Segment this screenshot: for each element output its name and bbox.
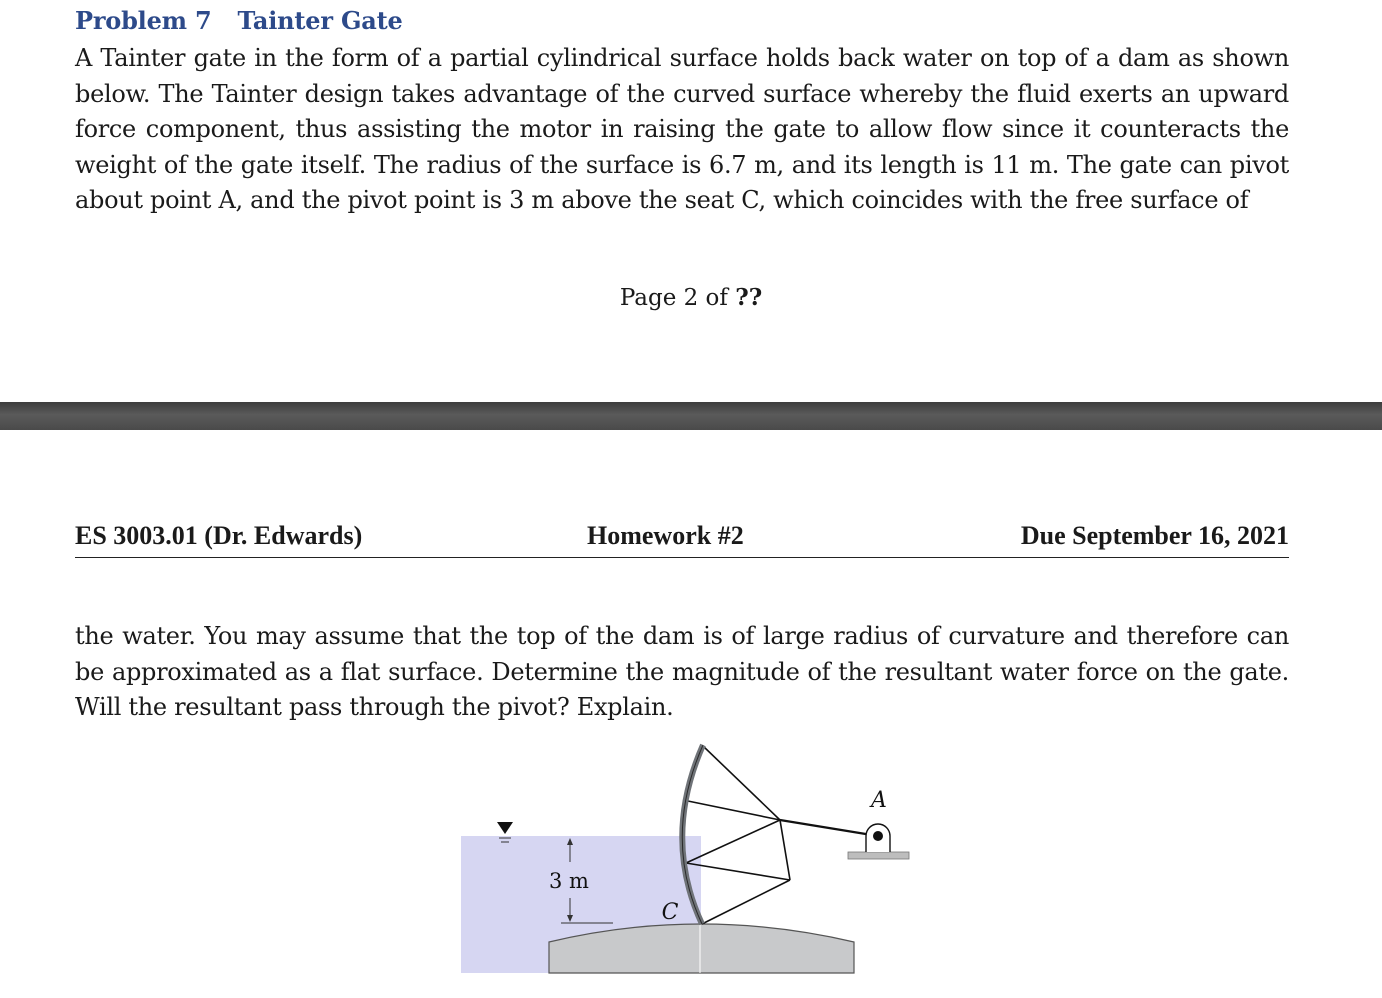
dimension-label: 3 m: [549, 869, 589, 893]
gate-arm: [780, 820, 878, 836]
page-total: ??: [735, 284, 763, 311]
pivot-label: A: [871, 788, 887, 813]
due-date-label: Due September 16, 2021: [1020, 521, 1289, 550]
page-separator: [0, 402, 1382, 430]
page-footer: [0, 284, 1382, 311]
assignment-label: Homework #2: [587, 521, 744, 550]
page-label: Page 2 of: [619, 285, 728, 311]
problem-text-page2: the water. You may assume that the top of the dam is of large radius of curvature and therefore can be approximated as a flat surface. Determine the magnitude of the resultant water force on the gate. Will the resultant pass through the pivot? Explain.: [75, 622, 1289, 721]
page-header: [75, 519, 1289, 558]
problem-title: Tainter Gate: [237, 6, 403, 35]
pivot-base: [848, 852, 909, 859]
course-label: ES 3003.01 (Dr. Edwards): [75, 521, 363, 550]
problem-text-page1: A Tainter gate in the form of a partial cylindrical surface holds back water on top of a dam as shown below. The Tainter design takes advantage of the curved surface whereby the fluid exerts an upward force component, thus assisting the motor in raising the gate to allow flow since it counteracts the weight of the gate itself. The radius of the surface is 6.7 m, and its length is 11 m. The gate can pivot about point A, and the pivot point is 3 m above the seat C, which coincides with the free surface of: [75, 44, 1289, 214]
free-surface-icon: [497, 822, 513, 834]
pivot-point-icon: [873, 831, 883, 841]
seat-label: C: [661, 900, 679, 925]
problem-heading: [75, 6, 403, 35]
tainter-gate-figure: [440, 735, 940, 985]
problem-number: Problem 7: [75, 6, 212, 35]
